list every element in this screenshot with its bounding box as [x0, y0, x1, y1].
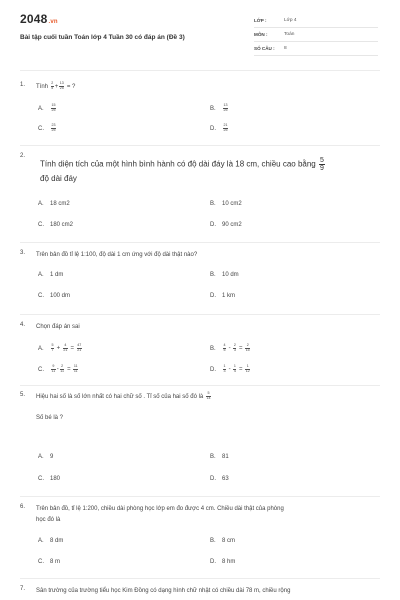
fraction	[51, 104, 56, 112]
question-text: Sân trường của trường tiểu học Kim Đồng có dạng hình chữ nhật có chiều dài 78 m, chiều rộng	[36, 588, 291, 594]
option-letter: C.	[38, 476, 44, 482]
fraction	[73, 365, 78, 373]
option-letter: A.	[38, 538, 44, 544]
fraction-denominator: 25	[51, 127, 56, 132]
divider	[20, 385, 380, 386]
question-5	[20, 392, 380, 492]
fraction	[223, 365, 226, 373]
option-a[interactable]: A. $\frac{5}{7}$ + $\frac{4}{21}$ = $\frac{47}{21}$	[38, 343, 82, 352]
option-letter: C.	[38, 559, 44, 565]
fraction-denominator: 21	[77, 347, 82, 352]
fraction-denominator: 25	[51, 107, 56, 112]
question-number: 3.	[20, 250, 26, 256]
question-text: Chọn đáp án sai	[36, 324, 80, 330]
fraction-denominator: 11	[51, 368, 56, 373]
fraction	[77, 344, 82, 352]
option-c[interactable]	[38, 124, 57, 132]
option-text: 10 cm2	[222, 201, 242, 207]
logo-text: 2048	[20, 12, 48, 26]
option-b[interactable]	[210, 201, 242, 207]
option-b[interactable]: B. $\frac{4}{5}$ - $\frac{2}{3}$ = $\frac{2}{15}$	[210, 343, 250, 352]
question-text-line2: học đó là	[36, 517, 61, 523]
option-letter: C.	[38, 293, 44, 299]
operator: +	[56, 345, 61, 352]
fraction	[233, 365, 236, 373]
fraction-numerator: 5	[51, 343, 54, 347]
option-d[interactable]	[210, 124, 229, 132]
option-d[interactable]	[210, 293, 235, 299]
fraction	[60, 365, 65, 373]
option-letter: C.	[38, 366, 44, 373]
fraction	[245, 365, 250, 373]
fraction-denominator: 11	[60, 368, 64, 373]
option-a[interactable]	[38, 201, 70, 207]
meta-count-row	[254, 43, 378, 56]
divider	[20, 578, 380, 579]
question-text	[40, 157, 380, 186]
question-number: 1.	[20, 82, 26, 88]
question-text-suffix: = ?	[66, 84, 76, 90]
fraction-numerator: 2	[246, 343, 249, 347]
fraction-numerator: 11	[73, 364, 78, 368]
fraction	[63, 344, 68, 352]
fraction-numerator: 13	[59, 81, 64, 86]
option-letter: A.	[38, 272, 44, 278]
fraction-numerator: 1	[233, 364, 236, 368]
option-letter: D.	[210, 125, 216, 132]
divider	[20, 242, 380, 243]
option-letter: B.	[210, 454, 216, 460]
fraction-denominator: 3	[233, 347, 236, 352]
option-text: 81	[222, 454, 229, 460]
option-letter: B.	[210, 538, 216, 544]
site-logo[interactable]	[20, 12, 58, 26]
option-text: 8 cm	[222, 538, 236, 544]
fraction	[51, 365, 56, 373]
fraction	[59, 82, 64, 90]
question-text-line2: độ dài đáy	[40, 174, 77, 183]
option-letter: B.	[210, 201, 216, 207]
fraction-denominator: 11	[73, 368, 78, 373]
fraction-denominator: 9	[319, 165, 324, 172]
option-a[interactable]	[38, 454, 53, 460]
option-letter: B.	[210, 105, 216, 112]
option-letter: A.	[38, 201, 44, 207]
option-d[interactable]	[210, 222, 242, 228]
option-d[interactable]	[210, 476, 229, 482]
question-text-main: Tính diện tích của một hình bình hành có độ dài đáy là 18 cm, chiều cao bằng	[40, 159, 316, 169]
divider	[20, 70, 380, 71]
option-c[interactable]	[38, 476, 60, 482]
option-c[interactable]	[38, 222, 73, 228]
divider	[20, 496, 380, 497]
question-text-main: Hiệu hai số là số lớn nhất có hai chữ số . Tỉ số của hai số đó là	[36, 394, 204, 400]
fraction	[223, 344, 226, 352]
fraction-denominator: 25	[223, 127, 228, 132]
question-1	[20, 82, 380, 142]
fraction-denominator: 5	[51, 85, 54, 90]
operator: -	[228, 366, 231, 373]
fraction	[319, 157, 325, 172]
option-a[interactable]	[38, 272, 63, 278]
option-letter: D.	[210, 293, 216, 299]
fraction-numerator: 2	[233, 343, 236, 347]
option-text: 180 cm2	[50, 222, 74, 228]
plus-sign: +	[54, 84, 59, 90]
question-number: 2.	[20, 153, 26, 159]
option-text: 180	[50, 476, 61, 482]
option-text: 90 cm2	[222, 222, 242, 228]
meta-class-value: Lớp 4	[284, 18, 297, 23]
divider	[20, 314, 380, 315]
fraction-numerator: 4	[64, 343, 67, 347]
option-letter: A.	[38, 454, 44, 460]
question-3	[20, 250, 380, 310]
question-text	[36, 392, 380, 402]
question-text: Trên bản đồ, tỉ lệ 1:200, chiều dài phòng học lớp em đo được 4 cm. Chiều dài thật của phòng	[36, 506, 284, 512]
question-text-line2: Số bé là ?	[36, 415, 64, 421]
fraction-numerator: 47	[77, 343, 82, 347]
meta-subject-label: MÔN :	[254, 32, 268, 37]
fraction-numerator: 1	[223, 364, 226, 368]
fraction-denominator: 3	[223, 368, 226, 373]
worksheet-header	[0, 0, 400, 66]
option-c[interactable]: C. $\frac{9}{11}$ - $\frac{2}{11}$ = $\frac{11}{11}$	[38, 364, 78, 373]
divider	[20, 145, 380, 146]
fraction-denominator: 25	[223, 107, 228, 112]
question-2	[20, 153, 380, 239]
meta-class-label: LỚP :	[254, 18, 267, 23]
option-letter: A.	[38, 105, 44, 112]
fraction-numerator: 2	[51, 81, 54, 86]
option-text: 8 m	[50, 559, 61, 565]
fraction-numerator: 1	[246, 364, 249, 368]
option-letter: D.	[210, 559, 216, 565]
question-7	[20, 586, 380, 600]
question-text	[36, 82, 380, 92]
meta-count-label: SỐ CÂU :	[254, 46, 275, 51]
question-6	[20, 504, 380, 574]
option-letter: C.	[38, 222, 44, 228]
fraction-numerator: 9	[52, 364, 55, 368]
fraction	[233, 344, 236, 352]
fraction-denominator: 15	[245, 347, 250, 352]
fraction-numerator: 23	[51, 123, 56, 127]
fraction-numerator: 13	[223, 103, 228, 107]
question-text-prefix: Tính	[36, 84, 49, 90]
fraction-numerator: 5	[207, 391, 210, 396]
option-c[interactable]	[38, 293, 70, 299]
fraction-denominator: 14	[206, 395, 211, 400]
option-b[interactable]	[210, 538, 235, 544]
fraction	[245, 344, 250, 352]
option-b[interactable]	[210, 104, 229, 112]
option-d[interactable]	[210, 559, 235, 565]
fraction	[51, 344, 54, 352]
operator: -	[228, 345, 231, 352]
fraction-denominator: 4	[233, 368, 236, 373]
option-letter: D.	[210, 366, 216, 373]
option-letter: B.	[210, 272, 216, 278]
fraction-numerator: 4	[223, 343, 226, 347]
fraction-denominator: 21	[63, 347, 68, 352]
option-letter: D.	[210, 476, 216, 482]
option-text: 1 km	[222, 293, 236, 299]
option-letter: B.	[210, 345, 216, 352]
fraction	[223, 124, 228, 132]
meta-count-value: 8	[284, 46, 287, 51]
fraction-denominator: 25	[59, 85, 64, 90]
option-text: 8 hm	[222, 559, 236, 565]
meta-subject-value: Toán	[284, 32, 295, 37]
option-a[interactable]	[38, 104, 57, 112]
worksheet-title: Bài tập cuối tuần Toán lớp 4 Tuần 30 có đáp án (Đề 3)	[20, 34, 185, 41]
option-letter: C.	[38, 125, 44, 132]
fraction-numerator: 21	[223, 123, 228, 127]
option-b[interactable]	[210, 454, 229, 460]
fraction	[223, 104, 228, 112]
option-text: 18 cm2	[50, 201, 70, 207]
operator: -	[56, 366, 59, 373]
option-text: 10 dm	[222, 272, 239, 278]
option-text: 63	[222, 476, 229, 482]
fraction-denominator: 5	[223, 347, 226, 352]
option-c[interactable]	[38, 559, 60, 565]
option-text: 9	[50, 454, 54, 460]
question-text: Trên bản đồ tỉ lệ 1:100, độ dài 1 cm ứng với độ dài thật nào?	[36, 252, 198, 258]
option-letter: D.	[210, 222, 216, 228]
fraction	[51, 82, 54, 90]
option-letter: A.	[38, 345, 44, 352]
option-text: 1 dm	[50, 272, 64, 278]
fraction-denominator: 12	[245, 368, 250, 373]
question-number: 5.	[20, 392, 26, 398]
fraction-numerator: 2	[61, 364, 64, 368]
logo-extension: .vn	[48, 19, 58, 25]
fraction	[206, 392, 211, 400]
question-number: 6.	[20, 504, 26, 510]
meta-class-row	[254, 15, 378, 28]
option-text: 100 dm	[50, 293, 71, 299]
question-number: 4.	[20, 322, 26, 328]
question-number: 7.	[20, 586, 26, 592]
option-b[interactable]	[210, 272, 239, 278]
question-4	[20, 322, 380, 384]
option-a[interactable]	[38, 538, 63, 544]
option-d[interactable]: D. $\frac{1}{3}$ - $\frac{1}{4}$ = $\frac{1}{12}$	[210, 364, 250, 373]
fraction-numerator: 5	[319, 157, 324, 164]
fraction-denominator: 7	[51, 347, 54, 352]
fraction-numerator: 15	[51, 103, 56, 107]
meta-subject-row	[254, 29, 378, 42]
fraction	[51, 124, 56, 132]
option-text: 8 dm	[50, 538, 64, 544]
